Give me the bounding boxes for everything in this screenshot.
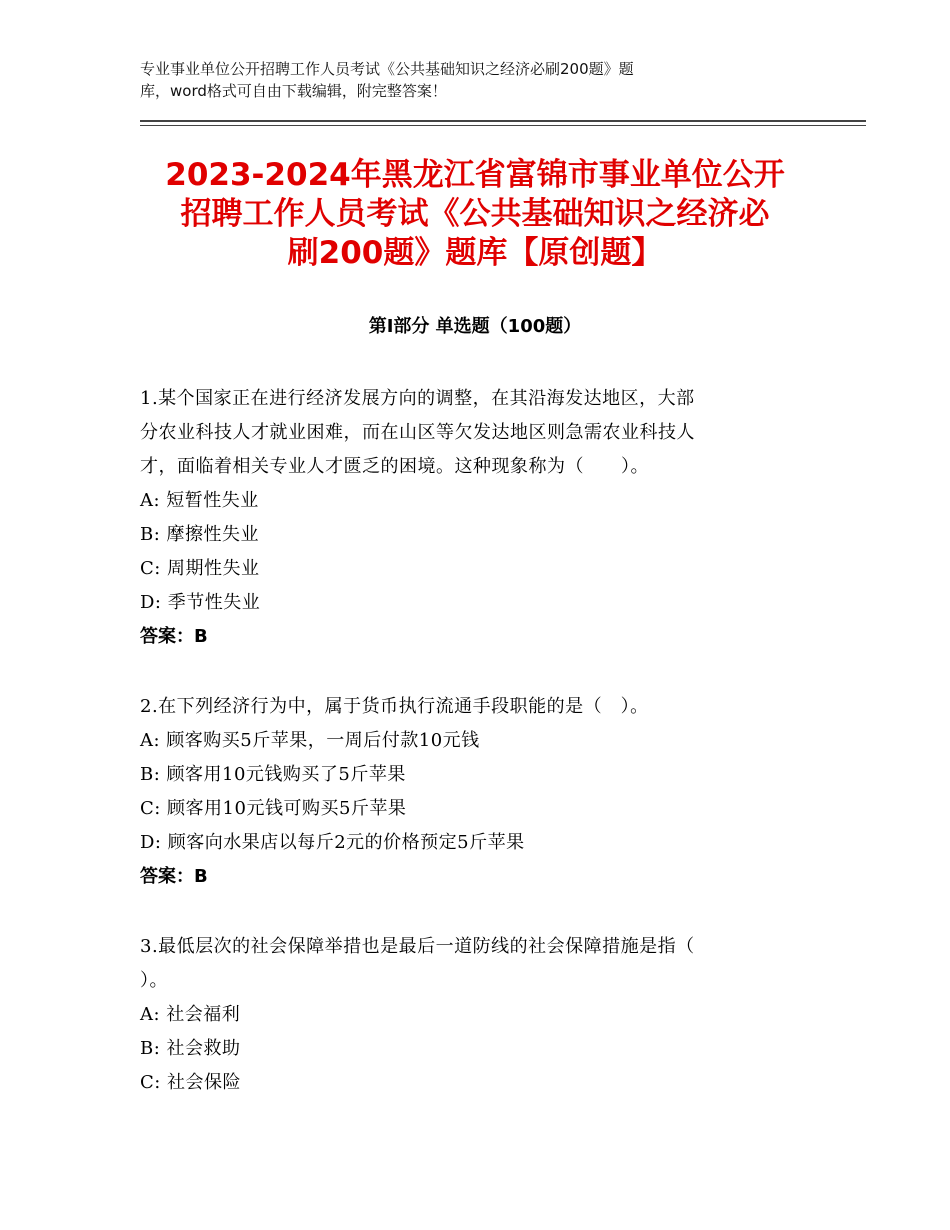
option-d: D: 顾客向水果店以每斤2元的价格预定5斤苹果: [140, 832, 525, 853]
section-heading: 第Ⅰ部分 单选题（100题）: [368, 316, 582, 337]
option-b: B: 摩擦性失业: [140, 524, 260, 545]
header-note-line: 库，word格式可自由下载编辑，附完整答案！: [140, 82, 447, 100]
option-a: A: 短暂性失业: [140, 490, 259, 511]
question-stem: ）。: [140, 970, 168, 991]
option-b: B: 顾客用10元钱购买了5斤苹果: [140, 764, 406, 785]
option-a: A: 顾客购买5斤苹果，一周后付款10元钱: [140, 730, 480, 751]
document-title: [140, 156, 810, 273]
answer-label: 答案：B: [140, 626, 208, 647]
option-a: A: 社会福利: [140, 1004, 241, 1025]
question-item: [140, 930, 810, 1100]
question-stem: 1.某个国家正在进行经济发展方向的调整，在其沿海发达地区，大部: [140, 388, 695, 409]
question-item: [140, 690, 810, 894]
question-stem: 2.在下列经济行为中，属于货币执行流通手段职能的是（ ）。: [140, 696, 649, 717]
header-divider: [140, 125, 866, 126]
option-c: C: 社会保险: [140, 1072, 242, 1093]
option-b: B: 社会救助: [140, 1038, 241, 1059]
title-line: 2023-2024年黑龙江省富锦市事业单位公开: [165, 157, 785, 193]
option-c: C: 周期性失业: [140, 558, 260, 579]
header-divider: [140, 120, 866, 122]
title-line: 刷200题》题库【原创题】: [287, 235, 663, 271]
header-note-line: 专业事业单位公开招聘工作人员考试《公共基础知识之经济必刷200题》题: [140, 60, 634, 78]
answer-label: 答案：B: [140, 866, 208, 887]
question-list: [140, 382, 810, 1100]
option-c: C: 顾客用10元钱可购买5斤苹果: [140, 798, 407, 819]
header-note: [140, 58, 780, 102]
question-item: [140, 382, 810, 654]
option-d: D: 季节性失业: [140, 592, 261, 613]
title-line: 招聘工作人员考试《公共基础知识之经济必: [180, 196, 770, 232]
question-stem: 3.最低层次的社会保障举措也是最后一道防线的社会保障措施是指（: [140, 936, 695, 957]
question-stem: 才，面临着相关专业人才匮乏的困境。这种现象称为（ ）。: [140, 456, 649, 477]
question-stem: 分农业科技人才就业困难，而在山区等欠发达地区则急需农业科技人: [140, 422, 695, 443]
